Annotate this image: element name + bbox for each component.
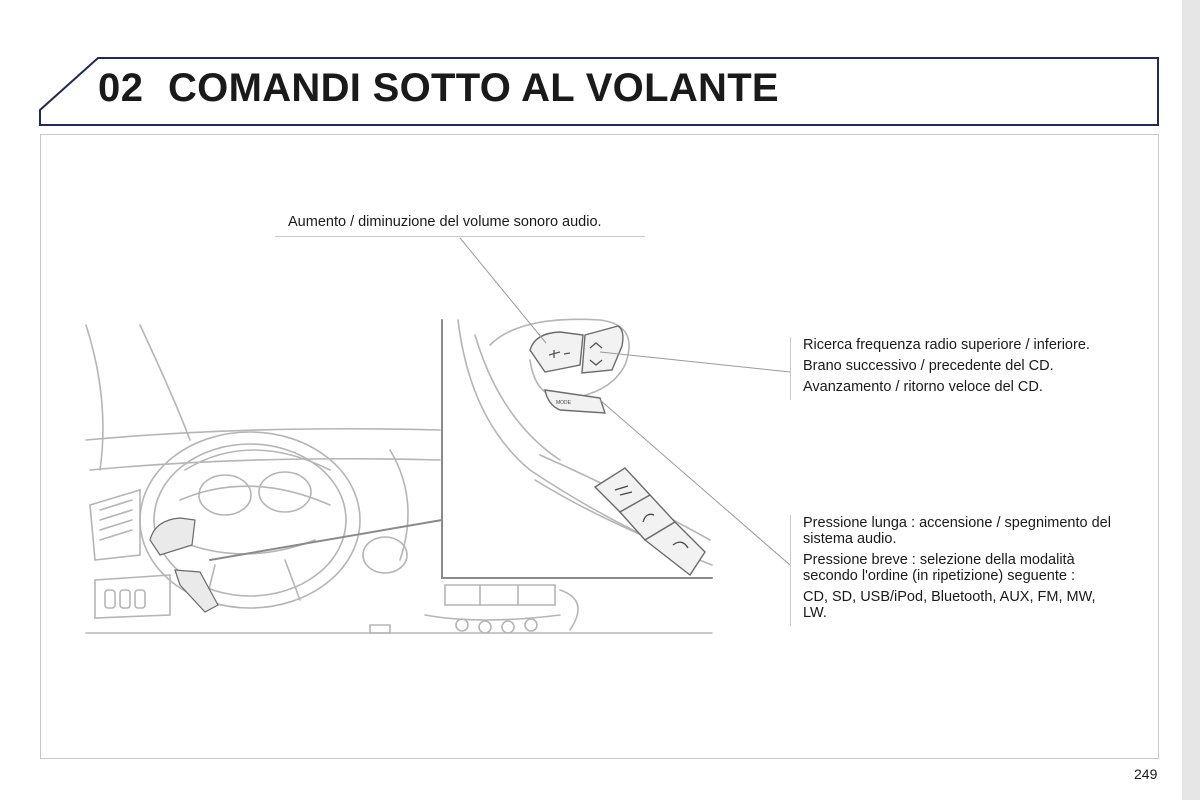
volume-callout: Aumento / diminuzione del volume sonoro audio. [288,214,602,230]
search-callout-line: Ricerca frequenza radio superiore / inferiore. [803,337,1090,353]
page-number: 249 [1134,766,1158,782]
search-callout-line: Avanzamento / ritorno veloce del CD. [803,379,1043,395]
mode-callout-line: Pressione breve : selezione della modalità secondo l'ordine (in ripetizione) seguente : [803,552,1075,584]
mode-callout-line: CD, SD, USB/iPod, Bluetooth, AUX, FM, MW, LW. [803,589,1096,621]
chapter-title: COMANDI SOTTO AL VOLANTE [168,66,779,110]
search-callout-line: Brano successivo / precedente del CD. [803,358,1054,374]
chapter-number: 02 [98,66,144,110]
svg-text:MODE: MODE [556,400,571,406]
mode-callout-group [790,515,1123,626]
volume-callout-rule [275,236,645,237]
search-callout-group [790,337,1123,400]
mode-callout-line: Pressione lunga : accensione / spegnimento del sistema audio. [803,515,1111,547]
